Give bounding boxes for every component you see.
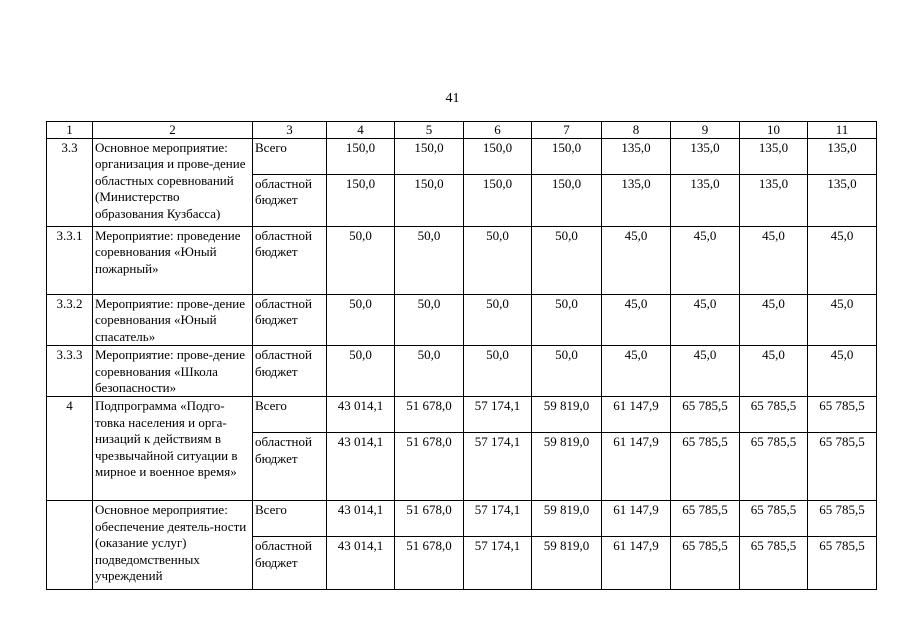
value-cell: 65 785,5 (808, 433, 877, 501)
row-description: Подпрограмма «Подго-товка населения и орга-низаций к действиям в чрезвычайной ситуации в мирное и военное время» (93, 397, 253, 501)
table-row (47, 295, 877, 346)
value-cell: 150,0 (395, 175, 464, 227)
value-cell: 135,0 (740, 139, 808, 175)
value-cell: 43 014,1 (327, 433, 395, 501)
value-cell: 135,0 (602, 139, 671, 175)
value-cell: 50,0 (395, 346, 464, 397)
value-cell: 50,0 (464, 227, 532, 295)
value-cell: 65 785,5 (740, 433, 808, 501)
value-cell: 57 174,1 (464, 397, 532, 433)
value-cell: 61 147,9 (602, 537, 671, 590)
row-description: Мероприятие: прове-дение соревнования «Школа безопасности» (93, 346, 253, 397)
value-cell: 45,0 (740, 295, 808, 346)
value-cell: 59 819,0 (532, 537, 602, 590)
row-description: Мероприятие: проведение соревнования «Юный пожарный» (93, 227, 253, 295)
value-cell: 135,0 (808, 175, 877, 227)
header-cell: 3 (253, 122, 327, 139)
value-cell: 65 785,5 (740, 397, 808, 433)
header-cell: 7 (532, 122, 602, 139)
value-cell: 45,0 (602, 295, 671, 346)
header-cell: 11 (808, 122, 877, 139)
row-description: Основное мероприятие: обеспечение деятель-ности (оказание услуг) подведомственных учреждений (93, 501, 253, 590)
value-cell: 43 014,1 (327, 397, 395, 433)
value-cell: 45,0 (808, 227, 877, 295)
value-cell: 45,0 (740, 346, 808, 397)
value-cell: 43 014,1 (327, 537, 395, 590)
value-cell: 135,0 (740, 175, 808, 227)
value-cell: 150,0 (464, 139, 532, 175)
row-description: Мероприятие: прове-дение соревнования «Юный спасатель» (93, 295, 253, 346)
value-cell: 65 785,5 (808, 537, 877, 590)
row-description: Основное мероприятие: организация и прове-дение областных соревнований (Министерство образования Кузбасса) (93, 139, 253, 227)
row-code (47, 501, 93, 590)
value-cell: 45,0 (602, 346, 671, 397)
table-row (47, 227, 877, 295)
value-cell: 65 785,5 (671, 501, 740, 537)
value-cell: 50,0 (327, 295, 395, 346)
value-cell: 50,0 (532, 295, 602, 346)
value-cell: 50,0 (395, 295, 464, 346)
header-cell: 8 (602, 122, 671, 139)
header-cell: 6 (464, 122, 532, 139)
value-cell: 50,0 (327, 346, 395, 397)
value-cell: 50,0 (532, 227, 602, 295)
value-cell: 57 174,1 (464, 433, 532, 501)
value-cell: 43 014,1 (327, 501, 395, 537)
value-cell: 65 785,5 (671, 537, 740, 590)
table-row (47, 501, 877, 537)
header-row (47, 122, 877, 139)
value-cell: 51 678,0 (395, 433, 464, 501)
value-cell: 65 785,5 (671, 433, 740, 501)
funding-source: областной бюджет (253, 295, 327, 346)
value-cell: 51 678,0 (395, 397, 464, 433)
value-cell: 45,0 (808, 346, 877, 397)
funding-source: областной бюджет (253, 346, 327, 397)
value-cell: 59 819,0 (532, 433, 602, 501)
value-cell: 65 785,5 (740, 501, 808, 537)
page-number: 41 (445, 91, 460, 106)
value-cell: 150,0 (532, 139, 602, 175)
funding-source: областной бюджет (253, 175, 327, 227)
value-cell: 45,0 (671, 227, 740, 295)
value-cell: 135,0 (671, 139, 740, 175)
value-cell: 150,0 (532, 175, 602, 227)
value-cell: 45,0 (671, 295, 740, 346)
value-cell: 50,0 (395, 227, 464, 295)
table-row (47, 139, 877, 175)
value-cell: 50,0 (464, 295, 532, 346)
funding-source: Всего (253, 397, 327, 433)
value-cell: 135,0 (808, 139, 877, 175)
value-cell: 61 147,9 (602, 397, 671, 433)
value-cell: 50,0 (464, 346, 532, 397)
value-cell: 50,0 (532, 346, 602, 397)
row-code: 4 (47, 397, 93, 501)
value-cell: 45,0 (671, 346, 740, 397)
table-row (47, 346, 877, 397)
header-cell: 9 (671, 122, 740, 139)
value-cell: 50,0 (327, 227, 395, 295)
value-cell: 57 174,1 (464, 537, 532, 590)
funding-source: областной бюджет (253, 227, 327, 295)
value-cell: 150,0 (395, 139, 464, 175)
header-cell: 2 (93, 122, 253, 139)
value-cell: 59 819,0 (532, 397, 602, 433)
row-code: 3.3.3 (47, 346, 93, 397)
value-cell: 135,0 (602, 175, 671, 227)
row-code: 3.3.2 (47, 295, 93, 346)
value-cell: 59 819,0 (532, 501, 602, 537)
header-cell: 10 (740, 122, 808, 139)
header-cell: 4 (327, 122, 395, 139)
value-cell: 150,0 (327, 139, 395, 175)
row-code: 3.3 (47, 139, 93, 227)
value-cell: 45,0 (740, 227, 808, 295)
value-cell: 45,0 (602, 227, 671, 295)
funding-source: областной бюджет (253, 537, 327, 590)
header-cell: 5 (395, 122, 464, 139)
table-row (47, 397, 877, 433)
value-cell: 45,0 (808, 295, 877, 346)
row-code: 3.3.1 (47, 227, 93, 295)
value-cell: 65 785,5 (740, 537, 808, 590)
header-cell: 1 (47, 122, 93, 139)
value-cell: 51 678,0 (395, 537, 464, 590)
value-cell: 57 174,1 (464, 501, 532, 537)
value-cell: 135,0 (671, 175, 740, 227)
value-cell: 61 147,9 (602, 433, 671, 501)
value-cell: 150,0 (464, 175, 532, 227)
value-cell: 65 785,5 (671, 397, 740, 433)
value-cell: 61 147,9 (602, 501, 671, 537)
value-cell: 65 785,5 (808, 397, 877, 433)
funding-source: областной бюджет (253, 433, 327, 501)
funding-source: Всего (253, 139, 327, 175)
value-cell: 51 678,0 (395, 501, 464, 537)
funding-source: Всего (253, 501, 327, 537)
budget-table (46, 121, 877, 590)
value-cell: 150,0 (327, 175, 395, 227)
value-cell: 65 785,5 (808, 501, 877, 537)
